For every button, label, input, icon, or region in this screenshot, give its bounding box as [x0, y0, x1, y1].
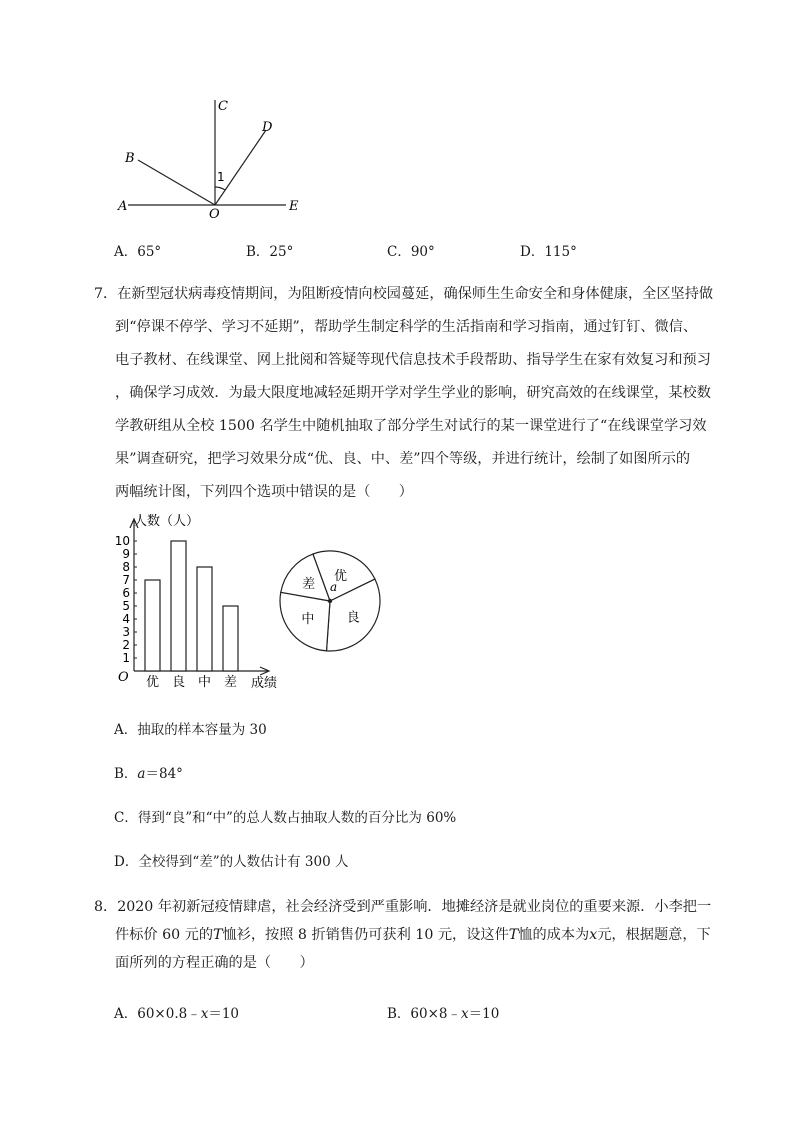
q7-option-d: D．全校得到“差”的人数估计有 300 人 [114, 854, 349, 870]
pie-slice-label: 差 [302, 577, 316, 592]
label-o: O [209, 207, 220, 222]
q7-option-c: C．得到“良”和“中”的总人数占抽取人数的百分比为 60% [114, 810, 457, 826]
q7-line: 7．在新型冠状病毒疫情期间，为阻断疫情向校园蔓延，确保师生生命安全和身体健康，全区坚持做 [94, 286, 714, 302]
bar-y-tick-label: 4 [122, 612, 130, 626]
q7-option-b-prefix: B． [114, 766, 138, 782]
q8-option-b-post: ＝10 [468, 1006, 500, 1022]
q6-option-b: B．25° [246, 244, 294, 260]
bar-category-label: 中 [197, 675, 212, 690]
label-c: C [218, 99, 228, 114]
bar-y-tick-label: 1 [122, 651, 130, 665]
bar-y-tick-label: 9 [122, 547, 130, 561]
angle-1-arc [215, 187, 225, 190]
q7-line: 电子教材、在线课堂、网上批阅和答疑等现代信息技术手段帮助、指导学生在家有效复习和预习 [115, 352, 711, 368]
bar-y-tick-label: 10 [114, 534, 130, 548]
q6-option-d: D．115° [520, 244, 577, 260]
q8-option-a-pre: A．60×0.8﹣ [114, 1006, 201, 1022]
bar-category-label: 差 [223, 675, 238, 690]
bar-2 [171, 541, 186, 671]
q7-line: 学教研组从全校 1500 名学生中随机抽取了部分学生对试行的某一课堂进行了“在线课堂学习效 [115, 418, 707, 434]
q8-option-b-var: x [461, 1006, 469, 1022]
bar-y-tick-label: 3 [122, 625, 130, 639]
q8-option-a-post: ＝10 [208, 1006, 240, 1022]
q8-var-x: x [589, 927, 598, 943]
bar-category-label: 优 [145, 675, 160, 690]
q7-line: ，确保学习成效．为最大限度地减轻延期开学对学生学业的影响，研究高效的在线课堂，某校数 [115, 385, 711, 401]
bar-4 [223, 606, 238, 671]
q8-line-1: 8．2020 年初新冠疫情肆虐，社会经济受到严重影响．地摊经济是就业岗位的重要来源．小李把一 [94, 899, 712, 915]
bar-3 [197, 567, 212, 671]
pie-chart [270, 543, 390, 663]
q8-var-t: T [213, 927, 223, 943]
q8-stem [94, 896, 714, 976]
pie-angle-label: a [330, 580, 338, 594]
bar-category-label: 良 [171, 675, 186, 690]
bar-y-tick-label: 8 [122, 560, 130, 574]
q8-line-3: 面所列的方程正确的是（ ） [115, 955, 314, 971]
pie-slice-label: 中 [301, 612, 315, 628]
q8-text: 元，根据题意，下 [597, 927, 711, 943]
q7-option-a: A．抽取的样本容量为 30 [114, 722, 267, 738]
pie-slice-label: 优 [333, 569, 348, 584]
q7-line: 两幅统计图，下列四个选项中错误的是（ ） [115, 484, 413, 500]
pie-slice-label: 良 [346, 610, 360, 626]
label-b: B [125, 151, 135, 166]
pie-center-dot [328, 599, 332, 603]
q8-var-t: T [508, 927, 519, 943]
q7-line: 到“停课不停学、学习不延期”，帮助学生制定科学的生活指南和学习指南，通过钉钉、微信、 [115, 319, 698, 335]
bar-1 [145, 580, 160, 671]
q6-option-c: C．90° [387, 244, 435, 260]
q7-line: 果”调查研究，把学习效果分成“优、良、中、差”四个等级，并进行统计，绘制了如图所示的 [115, 451, 691, 467]
bar-origin-label: O [118, 670, 129, 685]
bar-y-tick-label: 6 [122, 586, 130, 600]
bar-y-tick-label: 7 [122, 573, 130, 587]
bar-chart [110, 508, 290, 693]
q8-text: 件标价 60 元的 [115, 927, 214, 943]
angle-figure [100, 90, 320, 230]
label-d: D [262, 120, 273, 135]
q8-option-b-pre: B．60×8﹣ [387, 1006, 461, 1022]
label-a: A [118, 199, 128, 214]
ray-od [215, 130, 266, 205]
q7-option-b-var: a [137, 766, 146, 782]
q7-option-b [114, 762, 183, 782]
label-e: E [289, 199, 299, 214]
q8-line-2 [115, 924, 711, 944]
label-angle-1: 1 [217, 170, 225, 184]
q7-option-b-rest: ＝84° [145, 766, 183, 782]
bar-y-tick-label: 2 [122, 638, 130, 652]
bar-y-label: 人数（人） [134, 514, 200, 529]
q8-option-b [387, 1002, 499, 1022]
q7-stem [94, 283, 714, 503]
bar-x-label: 成绩 [251, 676, 278, 691]
q6-option-a: A．65° [114, 244, 162, 260]
q8-option-a [114, 1002, 239, 1022]
q8-text: 恤的成本为 [518, 927, 590, 943]
q8-option-a-var: x [200, 1006, 209, 1022]
ray-ob [138, 160, 215, 205]
q8-text: 恤衫，按照 8 折销售仍可获利 10 元，设这件 [222, 927, 509, 943]
bar-y-tick-label: 5 [122, 599, 130, 613]
